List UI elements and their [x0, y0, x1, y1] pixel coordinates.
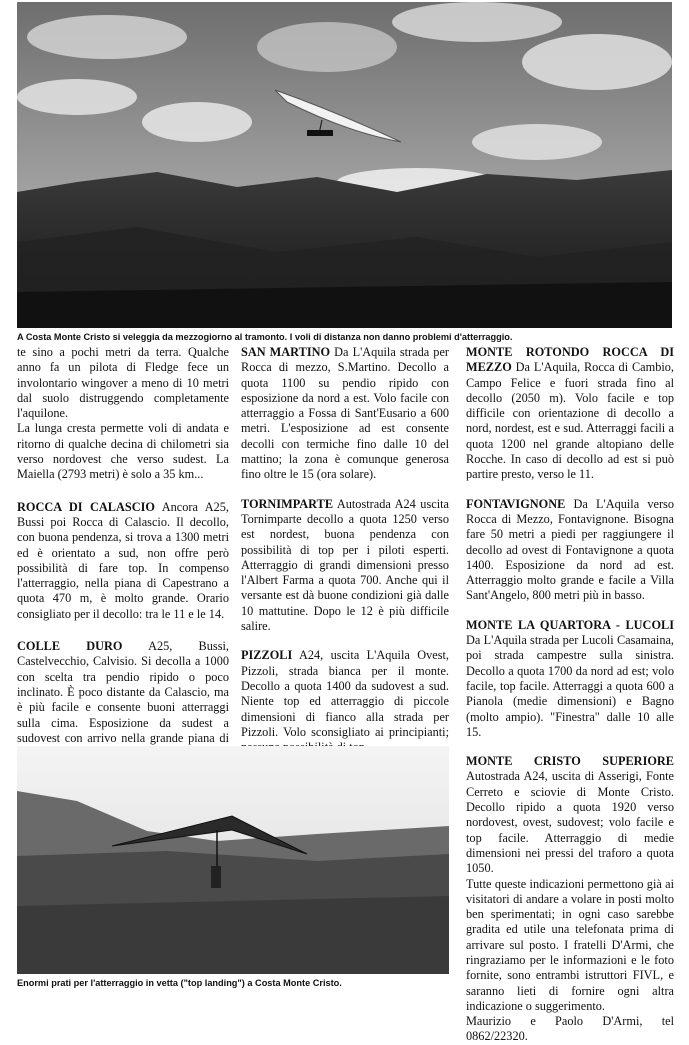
- section-rocca-di-calascio: [17, 500, 229, 622]
- section-text: A24, uscita L'Aquila Ovest, Pizzoli, strada bianca per il monte. Decollo a quota 1400 da sudovest a sud. Niente top ed atterraggio di piccole dimensioni di fianco alla strada per Pizzoli. Volo sconsigliato ai principianti;: [241, 648, 449, 739]
- bottom-photo: [17, 746, 449, 974]
- section-san-martino: [241, 345, 449, 483]
- section-monte-cristo-superiore: [466, 754, 674, 876]
- section-monte-la-quartora: [466, 618, 674, 740]
- section-text: Da L'Aquila, Rocca di Cambio, Campo Felice e fuori strada fino al decollo (2050 m). Volo facile e top difficile con orientazione di decollo a nord, nordest, est e sud. Atterraggi facili a quota 1200 nel grande altopiano delle Rocche. In caso di decollo ad est si può partire presto, verso le 11.: [466, 360, 674, 482]
- section-title: FONTAVIGNONE: [466, 496, 566, 511]
- section-title: ROCCA DI CALASCIO: [17, 499, 155, 514]
- intro-paragraph: te sino a pochi metri da terra. Qualche anno fa un pilota di Fledge fece un involontario wingover a meno di 10 metri dal suolo distruggendo completamente l'aquilone.: [17, 345, 229, 421]
- section-fontavignone: [466, 497, 674, 604]
- section-colle-duro: [17, 639, 229, 761]
- section-text: Autostrada A24 uscita Tornimparte decollo a quota 1250 verso est nordest, buona pendenza con possibilità di top per i piloti esperti. Atterraggio di grandi dimensioni presso l'Albert Farma a quota 700. Anche qui il versante est dà buone condizioni già dalle 10 mattutine. Dopo le 12 è più difficile salire.: [241, 496, 449, 634]
- top-photo-caption: A Costa Monte Cristo si veleggia da mezzogiorno al tramonto. I voli di distanza non danno problemi d'atterraggio.: [17, 332, 513, 342]
- section-pizzoli: [241, 648, 449, 755]
- column-2: [241, 345, 449, 755]
- section-tornimparte: [241, 497, 449, 635]
- section-text: Da L'Aquila strada per Rocca di mezzo, S.Martino. Decollo a quota 1100 su pendio ripido con esposizione da nord a est. Volo facile con atterraggio a Fossa di Sant'Eusario a 600 metri. L'esposizione ad est consente decolli con termiche fino dalle 10 del mattino; la zona è comunque generosa fino oltre le 15 (ora solare).: [241, 345, 450, 482]
- column-1: [17, 345, 229, 761]
- section-text: Ancora A25, Bussi poi Rocca di Calascio. Il decollo, con buona pendenza, si trova a 1300 metri ed è orientato a sud, non offre però possibilità di fare top. In compenso l'atterraggio, nella piana di Capestrano a quota 470 m, è molto grande. Orario consigliato per il decollo: tra le 11 e le 14.: [17, 499, 230, 621]
- section-title: MONTE LA QUARTORA - LUCOLI: [466, 617, 674, 632]
- section-title: MONTE CRISTO SUPERIORE: [466, 754, 674, 769]
- section-text: Autostrada A24, uscita di Asserigi, Fonte Cerreto e sciovie di Monte Cristo. Decollo ripido a quota 1920 verso nordovest, ovest, sudovest; volo facile e top facile. Atterraggio di medie dimensioni nei pressi del traforo a quota 1050.: [466, 769, 674, 876]
- closing-paragraph: Tutte queste indicazioni permettono già ai visitatori di andare a volare in posti molto ben sperimentati; in ogni caso sarebbe gradita ed utile una telefonata prima di arrivare sul posto. I fratelli D'Armi, che ringraziamo per le informazioni e le foto fornite, sono entrambi istruttori FIVL, e saranno lieti di fornire ogni altra indicazione o suggerimento.: [466, 876, 674, 1013]
- top-photo: [17, 2, 672, 328]
- section-text: A25, Bussi, Castelvecchio, Calvisio. Si decolla a 1000 con scelta tra pendio ripido o poco inclinato. È poco distante da Calascio, ma è più facile e consente buoni atterraggi sulla cima. Esposizione da sudest a sudovest con arrivo nella grande piana di: [17, 639, 229, 745]
- column-3: [466, 345, 674, 1045]
- section-title: TORNIMPARTE: [241, 496, 334, 511]
- section-text: Da L'Aquila strada per Lucoli Casamaina, poi strada campestre sulla sinistra. Decollo a quota 1700 da nord ad est; volo facile, top facile. Atterraggi a quota 600 a Pianola (medie dimensioni) e Bagno (molto ampio). "Finestra" dalle 10 alle 15.: [466, 633, 674, 739]
- section-monte-rotondo: [466, 345, 674, 483]
- section-text: Da L'Aquila verso Rocca di Mezzo, Fontavignone. Bisogna fare 50 metri a piedi per raggiungere il decollo ad ovest di Fontavignone a quota 1400. Esposizione da nord ad est. Atterraggio molto grande e facile a Villa Sant'Angelo, 800 metri più in basso.: [466, 496, 674, 603]
- bottom-photo-caption: Enormi prati per l'atterraggio in vetta ("top landing") a Costa Monte Cristo.: [17, 978, 342, 988]
- section-title: PIZZOLI: [241, 648, 293, 663]
- section-title: COLLE DURO: [17, 639, 123, 654]
- author-signature: Maurizio e Paolo D'Armi, tel 0862/22320.: [466, 1014, 674, 1044]
- section-title: SAN MARTINO: [241, 345, 331, 359]
- section-title: MONTE ROTONDO ROCCA DI MEZZO: [466, 345, 674, 375]
- intro-paragraph: La lunga cresta permette voli di andata e ritorno di qualche decina di chilometri sia verso nordovest che verso sudest. La Maiella (2793 metri) è solo a 35 km...: [17, 421, 229, 482]
